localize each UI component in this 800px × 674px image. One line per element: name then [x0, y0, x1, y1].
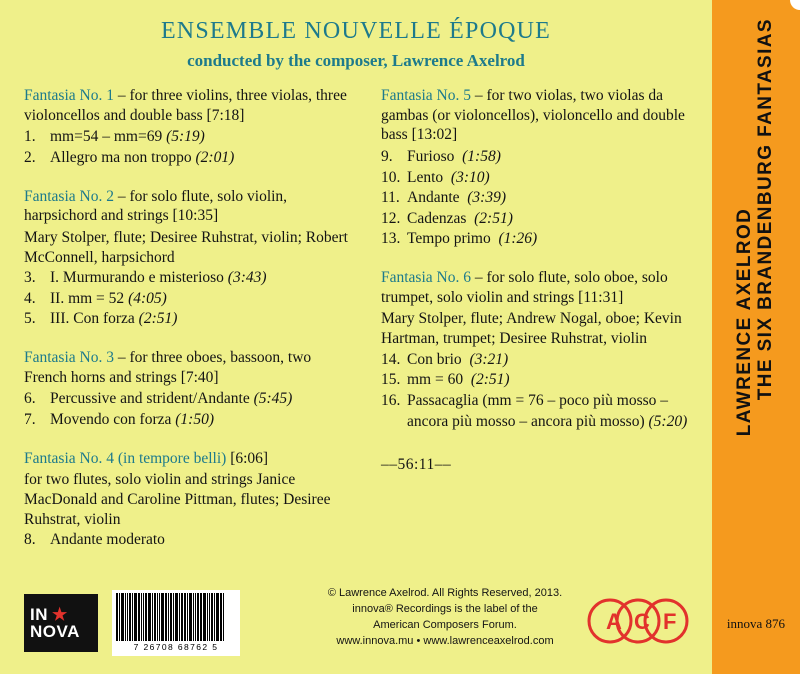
track-title: III. Con forza [50, 310, 135, 328]
track-row [24, 148, 355, 169]
track-title: II. mm = 52 [50, 289, 125, 307]
work-heading [24, 348, 355, 387]
track-body [407, 350, 712, 371]
track-duration: (3:39) [467, 189, 507, 207]
work-description: – for solo flute, solo violin, harpsichord and strings [10:35] [24, 187, 288, 225]
barcode-bars [116, 593, 236, 641]
work-description: – for three oboes, bassoon, two French horns and strings [7:40] [24, 349, 312, 386]
track-number: 12. [381, 209, 401, 227]
copyright-line-4[interactable]: www.innova.mu • www.lawrenceaxelrod.com [336, 635, 554, 648]
track-row [381, 188, 712, 209]
copyright-line-3: American Composers Forum. [373, 619, 517, 632]
work-block [24, 187, 355, 331]
innova-logo-row-1 [30, 606, 98, 623]
track-row [381, 168, 712, 189]
barcode-number: 7 26708 68762 5 [133, 642, 219, 652]
acf-logo-svg [584, 594, 692, 648]
barcode [112, 590, 240, 656]
track-number: 15. [381, 371, 401, 389]
track-duration: (1:26) [498, 230, 538, 248]
work-title: Fantasia No. 5 [381, 87, 471, 104]
track-body [407, 188, 712, 209]
track-row [381, 147, 712, 168]
work-performers: Mary Stolper, flute; Andrew Nogal, oboe; Kevin Hartman, trumpet; Desiree Ruhstrat, violin [381, 310, 682, 348]
track-duration: (2:51) [138, 310, 178, 328]
track-title: Con brio [407, 350, 462, 368]
acf-letter-c: C [634, 609, 650, 634]
track-number: 13. [381, 230, 401, 248]
total-time: ––56:11–– [381, 456, 452, 474]
spine [712, 0, 800, 674]
track-body [407, 209, 712, 230]
track-row [381, 229, 712, 250]
acf-letter-f: F [663, 609, 677, 634]
work-title: Fantasia No. 2 [24, 187, 114, 205]
track-title: Percussive and strident/Andante [50, 390, 250, 408]
track-number: 1. [24, 128, 36, 146]
track-number: 14. [381, 350, 401, 368]
left-column [24, 86, 355, 569]
track-row [24, 289, 355, 310]
track-number: 2. [24, 148, 36, 166]
track-row [24, 127, 355, 148]
spine-catalog-number: innova 876 [726, 616, 786, 631]
ensemble-name: ENSEMBLE NOUVELLE ÉPOQUE [160, 18, 552, 44]
track-body [50, 148, 355, 169]
track-body [50, 127, 355, 148]
track-row [381, 391, 712, 432]
work-description: – for three violins, three violas, three violoncellos and double bass [7:18] [24, 87, 347, 124]
work-heading [381, 268, 712, 307]
track-duration: (5:20) [648, 412, 688, 430]
work-block [24, 348, 355, 431]
work-block [24, 449, 355, 551]
spine-text [712, 18, 800, 578]
track-group [24, 530, 355, 551]
spine-inner [735, 18, 777, 436]
track-row [24, 389, 355, 410]
track-title: Tempo primo [407, 230, 491, 248]
work-heading [381, 86, 712, 145]
work-title: Fantasia No. 4 (in tempore belli) [24, 449, 227, 467]
track-duration: (2:51) [470, 371, 510, 389]
spine-title: THE SIX BRANDENBURG FANTASIAS [755, 18, 776, 401]
track-body [407, 370, 712, 391]
track-body [407, 229, 712, 250]
innova-logo [24, 594, 98, 652]
track-title: Furioso [407, 148, 455, 166]
track-duration: (2:51) [474, 209, 513, 227]
work-title: Fantasia No. 6 [381, 269, 471, 287]
track-row [381, 350, 712, 371]
track-title: Passacaglia (mm = 76 – poco più mosso – ancora più mosso – ancora più mosso) [407, 391, 669, 430]
track-body [50, 530, 355, 551]
conductor-line: conducted by the composer, Lawrence Axelrod [187, 51, 525, 70]
track-body [407, 391, 712, 432]
work-heading [24, 187, 355, 226]
track-number: 3. [24, 269, 36, 287]
track-number: 9. [381, 148, 393, 166]
track-row [381, 370, 712, 391]
right-column [381, 86, 712, 569]
track-title: Cadenzas [407, 209, 467, 227]
track-group [24, 127, 355, 168]
track-duration: (5:45) [253, 390, 293, 408]
track-duration: (1:58) [462, 148, 501, 166]
star-icon: ★ [52, 605, 68, 624]
track-body [50, 389, 355, 410]
track-group [24, 389, 355, 430]
track-title: Movendo con forza [50, 411, 172, 429]
track-row [24, 309, 355, 330]
track-body [50, 289, 355, 310]
track-number: 6. [24, 390, 36, 408]
work-performers: for two flutes, solo violin and strings Janice MacDonald and Caroline Pittman, flutes; Desiree Ruhstrat, violin [24, 471, 331, 528]
work-description: – for solo flute, solo oboe, solo trumpet, solo violin and strings [11:31] [381, 269, 668, 306]
track-title: Andante [407, 189, 460, 207]
track-title: Allegro ma non troppo [50, 148, 192, 166]
track-title: I. Murmurando e misterioso [50, 269, 224, 287]
track-number: 10. [381, 168, 401, 186]
track-number: 16. [381, 391, 401, 409]
work-heading [24, 449, 355, 469]
track-duration: (3:21) [469, 350, 509, 368]
track-body [407, 168, 712, 189]
spine-artist: LAWRENCE AXELROD [734, 207, 756, 437]
track-body [407, 147, 712, 168]
work-title: Fantasia No. 1 [24, 87, 114, 104]
header [0, 18, 712, 71]
track-duration: (3:43) [227, 269, 267, 287]
track-body [50, 268, 355, 289]
acf-logo [584, 594, 692, 648]
track-row [24, 410, 355, 431]
track-duration: (2:01) [195, 148, 235, 166]
innova-logo-text-nova: NOVA [30, 622, 80, 641]
track-duration: (1:50) [175, 411, 214, 429]
track-listing [24, 86, 712, 569]
track-title: Andante moderato [50, 531, 165, 549]
track-number: 4. [24, 289, 36, 307]
work-performers: Mary Stolper, flute; Desiree Ruhstrat, violin; Robert McConnell, harpsichord [24, 228, 348, 266]
track-group [24, 268, 355, 330]
work-heading [24, 86, 355, 125]
track-group [381, 147, 712, 250]
copyright-block [280, 586, 610, 650]
track-row [24, 268, 355, 289]
copyright-line-2: innova® Recordings is the label of the [352, 603, 538, 616]
work-block [381, 86, 712, 250]
work-description: [6:06] [226, 449, 269, 467]
work-block [24, 86, 355, 169]
track-title: mm=54 – mm=69 [50, 128, 163, 146]
track-duration: (5:19) [166, 128, 205, 146]
track-title: mm = 60 [407, 371, 464, 389]
track-row [24, 530, 355, 551]
track-body [50, 309, 355, 330]
copyright-line-1: © Lawrence Axelrod. All Rights Reserved, 2013. [327, 587, 563, 600]
track-number: 7. [24, 411, 36, 429]
track-number: 11. [381, 189, 400, 207]
track-duration: (3:10) [450, 168, 490, 186]
track-group [381, 350, 712, 432]
acf-letter-a: A [606, 609, 622, 634]
work-block [381, 268, 712, 432]
track-number: 5. [24, 310, 36, 328]
innova-logo-text-in: IN [30, 605, 48, 624]
track-title: Lento [407, 168, 444, 186]
track-row [381, 209, 712, 230]
work-description: – for two violas, two violas da gambas (or violoncellos), violoncello and double bass [13:02] [381, 87, 685, 144]
track-duration: (4:05) [128, 289, 167, 307]
work-title: Fantasia No. 3 [24, 349, 114, 367]
track-number: 8. [24, 531, 36, 549]
track-body [50, 410, 355, 431]
